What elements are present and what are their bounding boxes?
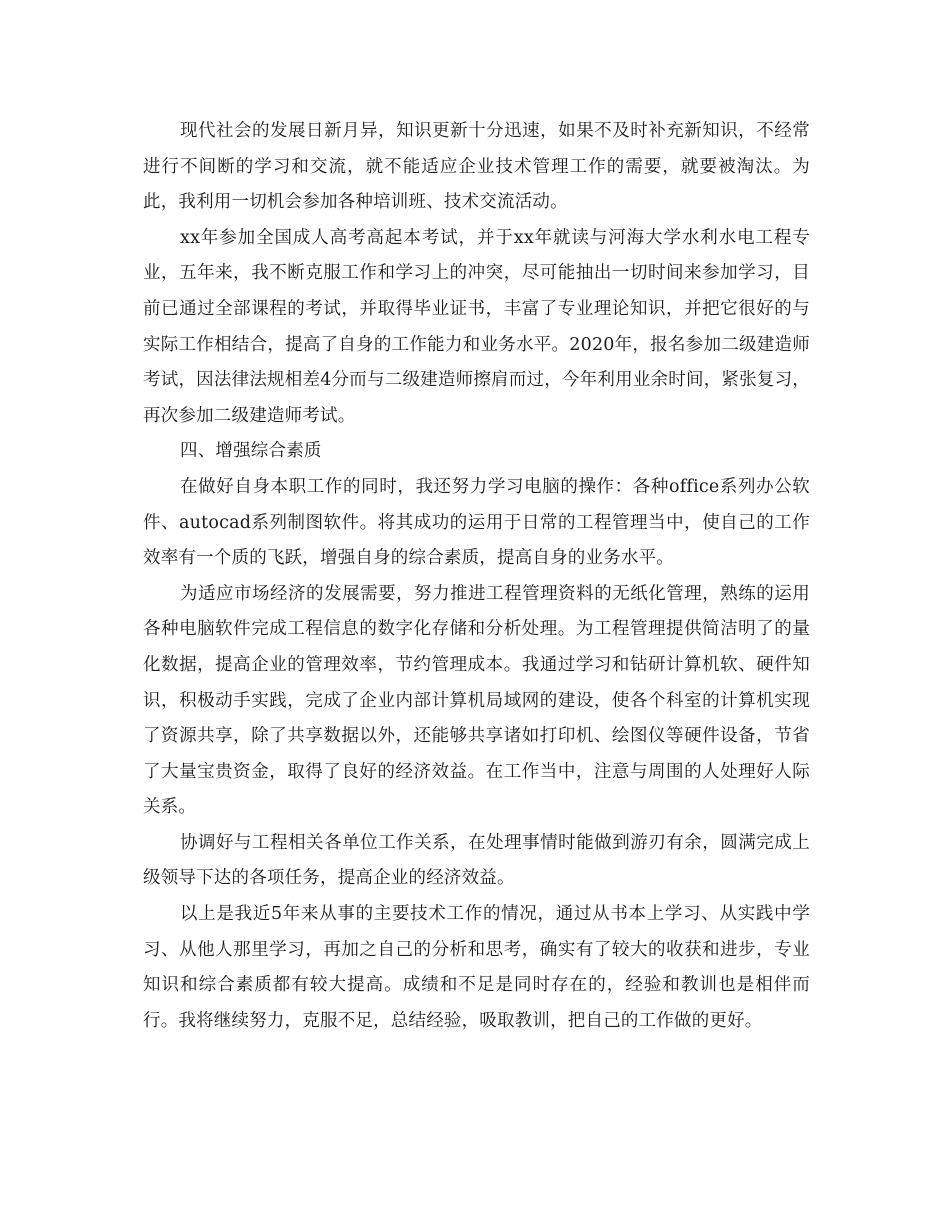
paragraph-coordination: 协调好与工程相关各单位工作关系，在处理事情时能做到游刃有余，圆满完成上级领导下达的各项任务，提高企业的经济效益。 [143, 832, 810, 889]
paragraph-self-study-intro: 现代社会的发展日新月异，知识更新十分迅速，如果不及时补充新知识，不经常进行不间断的学习和交流，就不能适应企业技术管理工作的需要，就要被淘汰。为此，我利用一切机会参加各种培训班、技术交流活动。 [143, 121, 810, 213]
paragraph-education-exams: xx年参加全国成人高考高起本考试，并于xx年就读与河海大学水利水电工程专业，五年来，我不断克服工作和学习上的冲突，尽可能抽出一切时间来参加学习，目前已通过全部课程的考试，并取得毕业证书，丰富了专业理论知识，并把它很好的与实际工作相结合，提高了自身的工作能力和业务水平。2020年，报名参加二级建造师考试，因法律法规相差4分而与二级建造师擦肩而过，今年利用业余时间，紧张复习，再次参加二级建造师考试。 [143, 227, 810, 426]
paragraph-computer-skills: 在做好自身本职工作的同时，我还努力学习电脑的操作：各种office系列办公软件、autocad系列制图软件。将其成功的运用于日常的工程管理当中，使自己的工作效率有一个质的飞跃，增强自身的综合素质，提高自身的业务水平。 [143, 476, 810, 569]
document-body [143, 114, 810, 1039]
section-heading-comprehensive-quality: 四、增强综合素质 [180, 441, 322, 462]
paragraph-conclusion: 以上是我近5年来从事的主要技术工作的情况，通过从书本上学习、从实践中学习、从他人那里学习，再加之自己的分析和思考，确实有了较大的收获和进步，专业知识和综合素质都有较大提高。成绩和不足是同时存在的，经验和教训也是相伴而行。我将继续努力，克服不足，总结经验，吸取教训，把自己的工作做的更好。 [143, 904, 810, 1031]
paragraph-paperless-management: 为适应市场经济的发展需要，努力推进工程管理资料的无纸化管理，熟练的运用各种电脑软件完成工程信息的数字化存储和分析处理。为工程管理提供简洁明了的量化数据，提高企业的管理效率，节约管理成本。我通过学习和钻研计算机软、硬件知识，积极动手实践，完成了企业内部计算机局域网的建设，使各个科室的计算机实现了资源共享，除了共享数据以外，还能够共享诸如打印机、绘图仪等硬件设备，节省了大量宝贵资金，取得了良好的经济效益。在工作当中，注意与周围的人处理好人际关系。 [143, 583, 810, 818]
